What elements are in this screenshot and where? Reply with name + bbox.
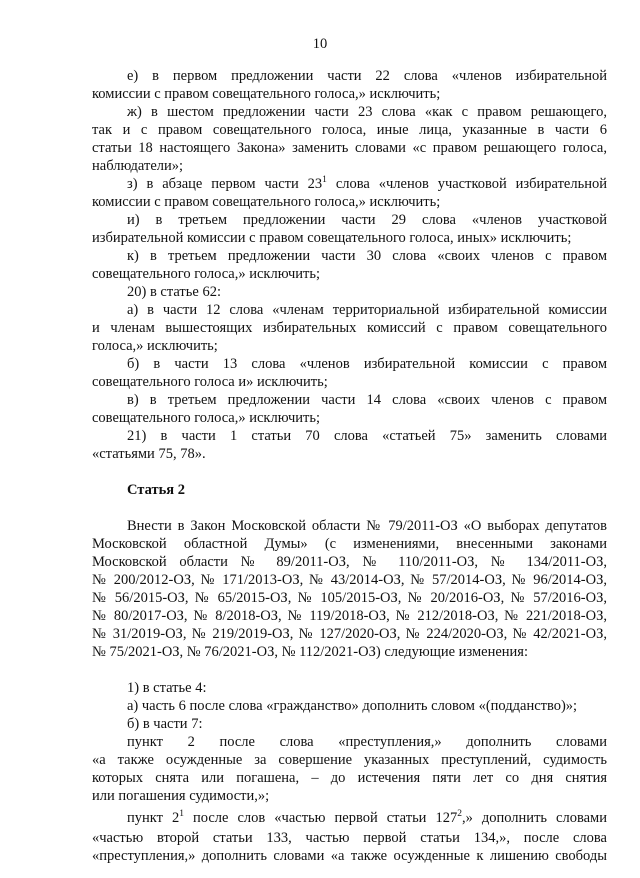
text-line: № 75/2021-ОЗ, № 76/2021-ОЗ, № 112/2021-ОЗ) следующие изменения: [92,644,528,660]
text-line: 21) в части 1 статьи 70 слова «статьей 75» заменить словами [127,428,607,444]
text-line: пункт 2 после слова «преступления,» дополнить словами [127,734,607,750]
superscript: 1 [322,175,327,186]
page-number: 10 [312,36,328,52]
text-line: «а также осужденные за совершение указанных преступлений, судимость [92,752,607,768]
text-line [127,175,607,193]
text-line: избирательной комиссии с правом совещательного голоса, иных» исключить; [92,230,572,246]
text-line: или погашения судимости,»; [92,788,270,804]
text-line: 20) в статье 62: [127,284,221,300]
text-line: № 200/2012-ОЗ, № 171/2013-ОЗ, № 43/2014-ОЗ, № 57/2014-ОЗ, № 96/2014-ОЗ, [92,572,607,588]
text-line: комиссии с правом совещательного голоса,» исключить; [92,194,441,210]
superscript: 1 [179,809,184,820]
text-line: «статьями 75, 78». [92,446,206,462]
text-line: № 80/2017-ОЗ, № 8/2018-ОЗ, № 119/2018-ОЗ, № 212/2018-ОЗ, № 221/2018-ОЗ, [92,608,607,624]
text-line: «частью второй статьи 133, частью первой статьи 134,», после слова [92,830,607,846]
text-line: Московской областной Думы» (с изменениями, внесенными законами [92,536,607,552]
text-line: б) в части 7: [127,716,203,732]
text-line: Внести в Закон Московской области № 79/2011-ОЗ «О выборах депутатов [127,518,607,534]
text-line: комиссии с правом совещательного голоса,» исключить; [92,86,441,102]
text-line: статьи 18 настоящего Закона» заменить словами «с правом решающего голоса, [92,140,607,156]
text-line: совещательного голоса и» исключить; [92,374,328,390]
text-line: а) в части 12 слова «членам территориальной избирательной комиссии [127,302,607,318]
text-line: в) в третьем предложении части 14 слова «своих членов с правом [127,392,607,408]
text-fragment: ,» дополнить словами [461,810,607,826]
text-line: 1) в статье 4: [127,680,207,696]
text-fragment: слова «членов участковой избирательной [326,176,607,192]
text-line: б) в части 13 слова «членов избирательной комиссии с правом [127,356,607,372]
text-fragment: з) в абзаце первом части 23 [127,176,323,192]
text-line: а) часть 6 после слова «гражданство» дополнить словом «(подданство)»; [127,698,578,714]
text-line: № 31/2019-ОЗ, № 219/2019-ОЗ, № 127/2020-ОЗ, № 224/2020-ОЗ, № 42/2021-ОЗ, [92,626,607,642]
text-line [127,809,607,827]
text-line: к) в третьем предложении части 30 слова «своих членов с правом [127,248,607,264]
text-line: совещательного голоса,» исключить; [92,266,321,282]
text-line: «преступления,» дополнить словами «а также осужденные к лишению свободы [92,848,607,864]
text-line: Московской области № 89/2011-ОЗ, № 110/2011-ОЗ, № 134/2011-ОЗ, [92,554,607,570]
text-line: е) в первом предложении части 22 слова «членов избирательной [127,68,607,84]
text-line: и) в третьем предложении части 29 слова «членов участковой [127,212,607,228]
text-fragment: пункт 2 [127,810,180,826]
text-line: совещательного голоса,» исключить; [92,410,321,426]
article-heading: Статья 2 [127,482,185,498]
superscript: 2 [457,809,462,820]
text-line: № 56/2015-ОЗ, № 65/2015-ОЗ, № 105/2015-ОЗ, № 20/2016-ОЗ, № 57/2016-ОЗ, [92,590,607,606]
text-line: и членам вышестоящих избирательных комиссий с правом совещательного [92,320,607,336]
text-line: так и с правом совещательного голоса, иные лица, указанные в части 6 [92,122,607,138]
text-line: голоса,» исключить; [92,338,218,354]
text-line: наблюдатели»; [92,158,184,174]
text-line: которых снята или погашена, – до истечения пяти лет со дня снятия [92,770,607,786]
text-line: ж) в шестом предложении части 23 слова «как с правом решающего, [127,104,607,120]
text-fragment: после слов «частью первой статьи 127 [183,810,458,826]
